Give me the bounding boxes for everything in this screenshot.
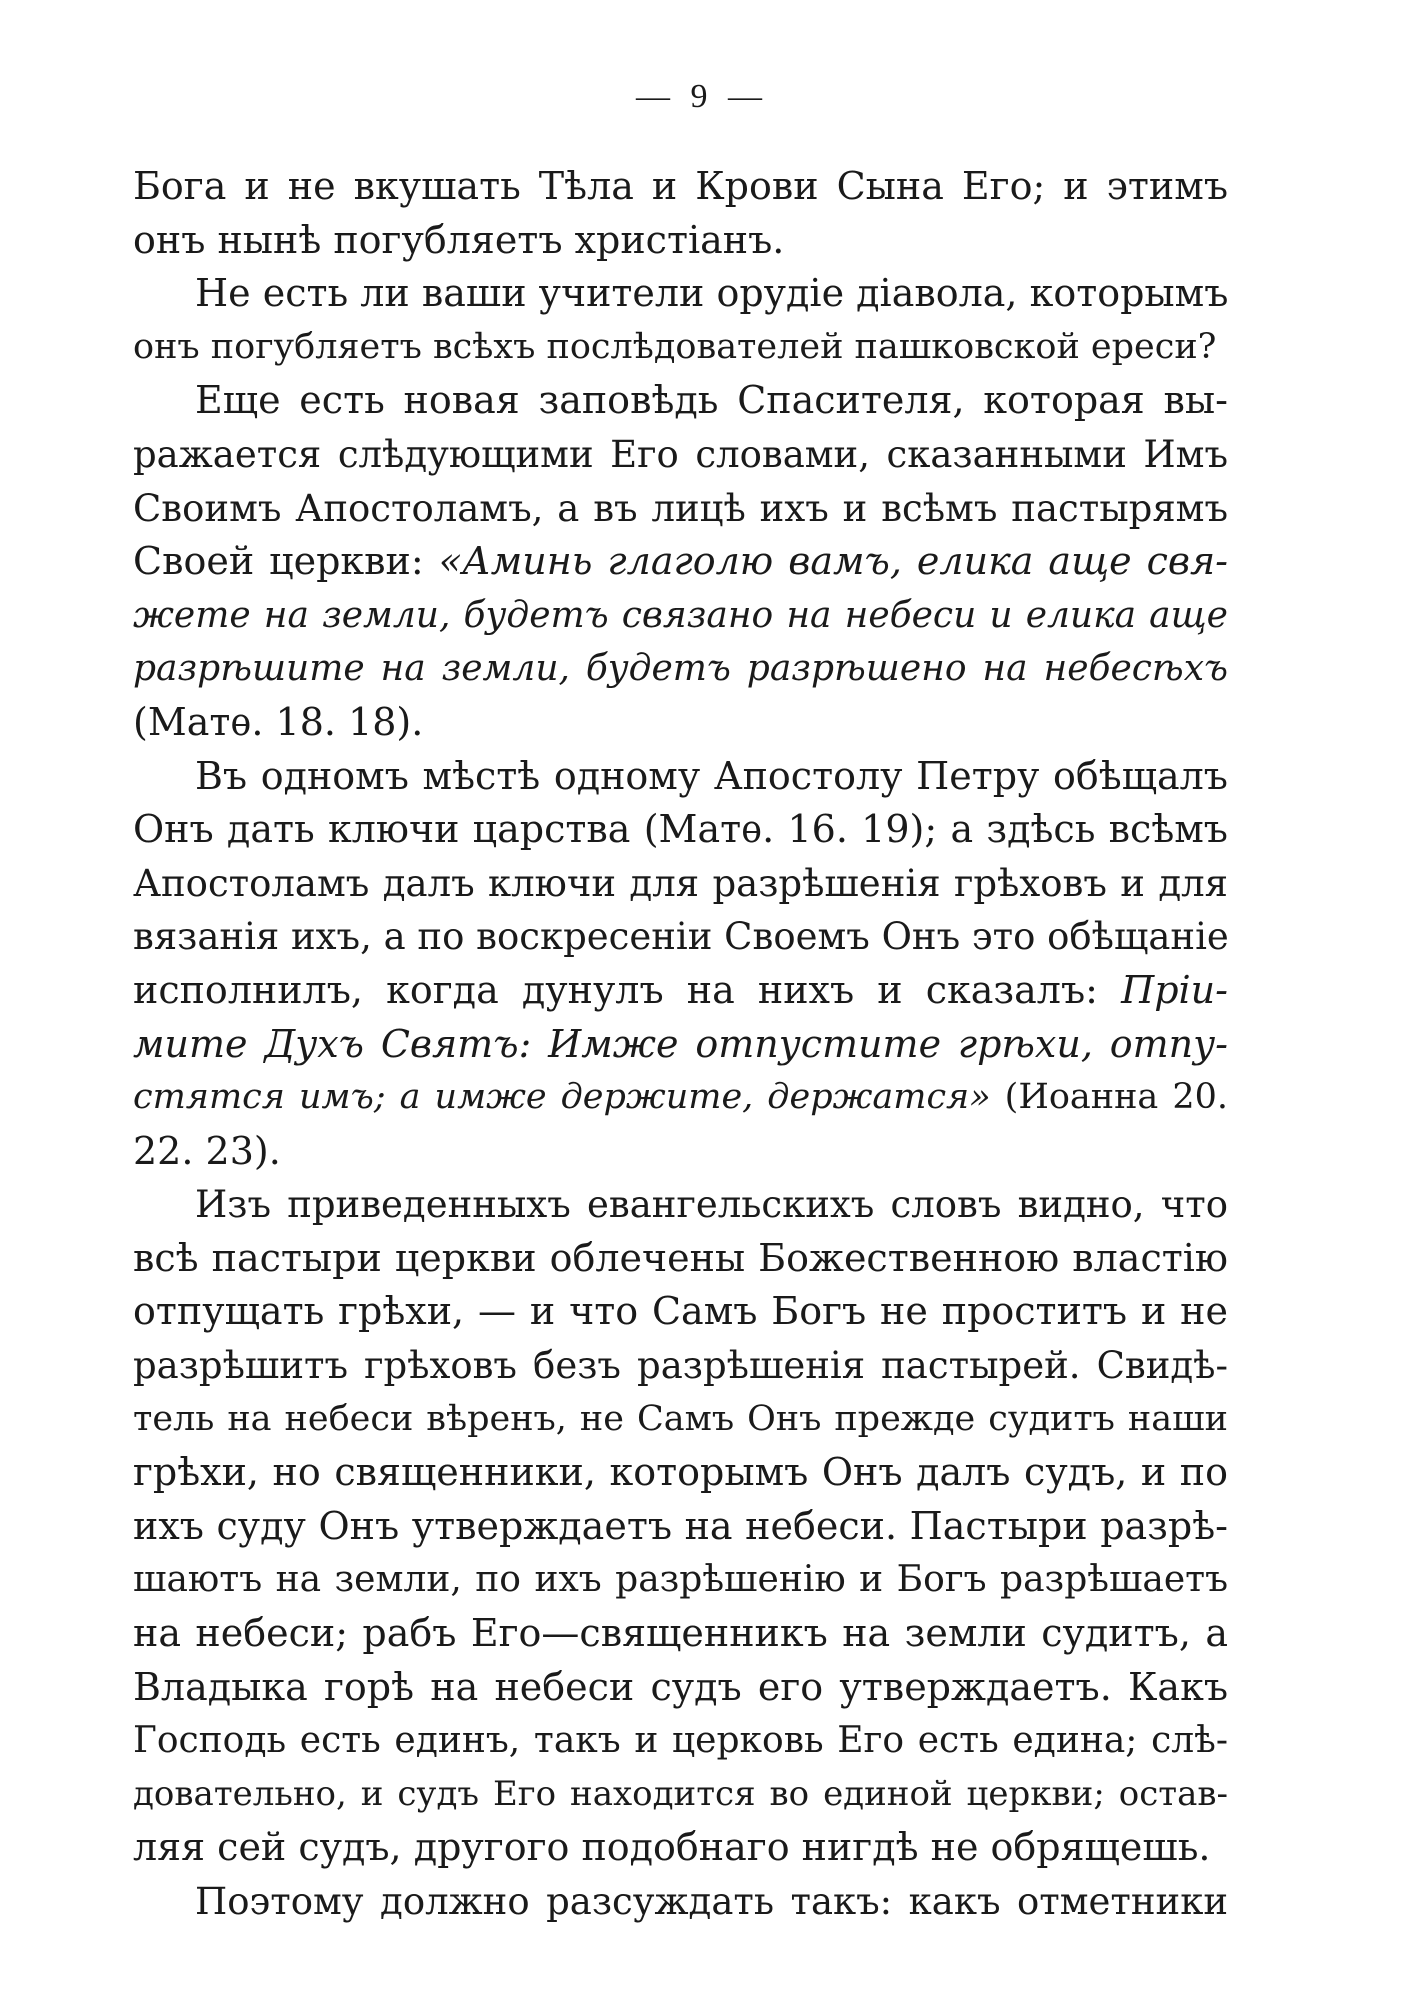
text-line: Апостоламъ далъ ключи для разрѣшенiя грѣховъ и для xyxy=(133,861,1228,905)
scripture-quote: «Аминь глаголю вамъ, елика аще свя- xyxy=(438,539,1229,584)
text-segment: исполнилъ, когда дунулъ на нихъ и сказалъ: xyxy=(133,967,1122,1012)
text-line: вязанiя ихъ, а по воскресенiи Своемъ Онъ это обѣщанiе xyxy=(133,915,1229,959)
body-text xyxy=(133,160,1228,1929)
scripture-quote-line: мите Духъ Святъ: Имже отпустите грѣхи, отпу- xyxy=(133,1021,1228,1066)
scripture-quote: Прiи- xyxy=(1121,967,1228,1012)
text-line: грѣхи, но священники, которымъ Онъ далъ судъ, и по xyxy=(133,1450,1228,1495)
text-line: тель на небеси вѣренъ, не Самъ Онъ прежде судитъ наши xyxy=(133,1398,1228,1439)
text-line: шаютъ на земли, по ихъ разрѣшенiю и Богъ разрѣшаетъ xyxy=(133,1559,1228,1601)
text-line xyxy=(133,535,1228,589)
text-line: Господь есть единъ, такъ и церковь Его есть едина; слѣ- xyxy=(133,1720,1228,1762)
text-line: довательно, и судъ Его находится во единой церкви; остав- xyxy=(133,1773,1228,1814)
scripture-reference: 22. 23). xyxy=(133,1128,281,1173)
text-line: всѣ пастыри церкви облечены Божественною властiю xyxy=(133,1235,1228,1280)
paragraph-start-line: Поэтому должно разсуждать такъ: какъ отметники xyxy=(195,1880,1228,1923)
paragraph-start-line: Изъ приведенныхъ евангельскихъ словъ видно, что xyxy=(195,1183,1228,1227)
text-line: ляя сей судъ, другого подобнаго нигдѣ не обрящешь. xyxy=(133,1825,1211,1870)
scripture-quote-line: жете на земли, будетъ связано на небеси и елика аще xyxy=(133,594,1228,636)
text-line: Владыка горѣ на небеси судъ его утверждаетъ. Какъ xyxy=(133,1664,1228,1709)
paragraph-start-line: Не есть ли ваши учители орудiе дiавола, которымъ xyxy=(195,271,1229,316)
text-line: ражается слѣдующими Его словами, сказанными Имъ xyxy=(133,432,1228,476)
text-line xyxy=(133,1071,1228,1125)
text-line: Своимъ Апостоламъ, а въ лицѣ ихъ и всѣмъ пастырямъ xyxy=(133,486,1228,530)
text-line: разрѣшитъ грѣховъ безъ разрѣшенiя пастырей. Свидѣ- xyxy=(133,1344,1228,1388)
text-line: Онъ дать ключи царства (Матѳ. 16. 19); а здѣсь всѣмъ xyxy=(133,807,1228,852)
paragraph-start-line: Еще есть новая заповѣдь Спасителя, которая вы- xyxy=(195,378,1228,423)
paragraph-start-line: Въ одномъ мѣстѣ одному Апостолу Петру обѣщалъ xyxy=(195,753,1228,798)
scripture-quote: стятся имъ; а имже держите, держатся» xyxy=(133,1077,991,1118)
text-line: на небеси; рабъ Его—священникъ на земли судитъ, а xyxy=(133,1611,1228,1656)
text-line: онъ нынѣ погубляетъ христiанъ. xyxy=(133,217,785,262)
scripture-quote-line: разрѣшите на земли, будетъ разрѣшено на небесѣхъ xyxy=(133,648,1228,690)
text-line: онъ погубляетъ всѣхъ послѣдователей пашковской ереси? xyxy=(133,326,1217,367)
text-line xyxy=(133,964,1228,1018)
text-line: ихъ суду Онъ утверждаетъ на небеси. Пастыри разрѣ- xyxy=(133,1503,1228,1548)
scripture-reference: (Иоанна 20. xyxy=(990,1077,1228,1118)
text-line: отпущать грѣхи, — и что Самъ Богъ не проститъ и не xyxy=(133,1289,1228,1334)
text-line: Бога и не вкушать Тѣла и Крови Сына Его; и этимъ xyxy=(133,164,1228,208)
page-number: — 9 — xyxy=(636,78,768,115)
text-segment: Своей церкви: xyxy=(133,539,439,584)
scripture-reference: (Матѳ. 18. 18). xyxy=(133,699,424,744)
